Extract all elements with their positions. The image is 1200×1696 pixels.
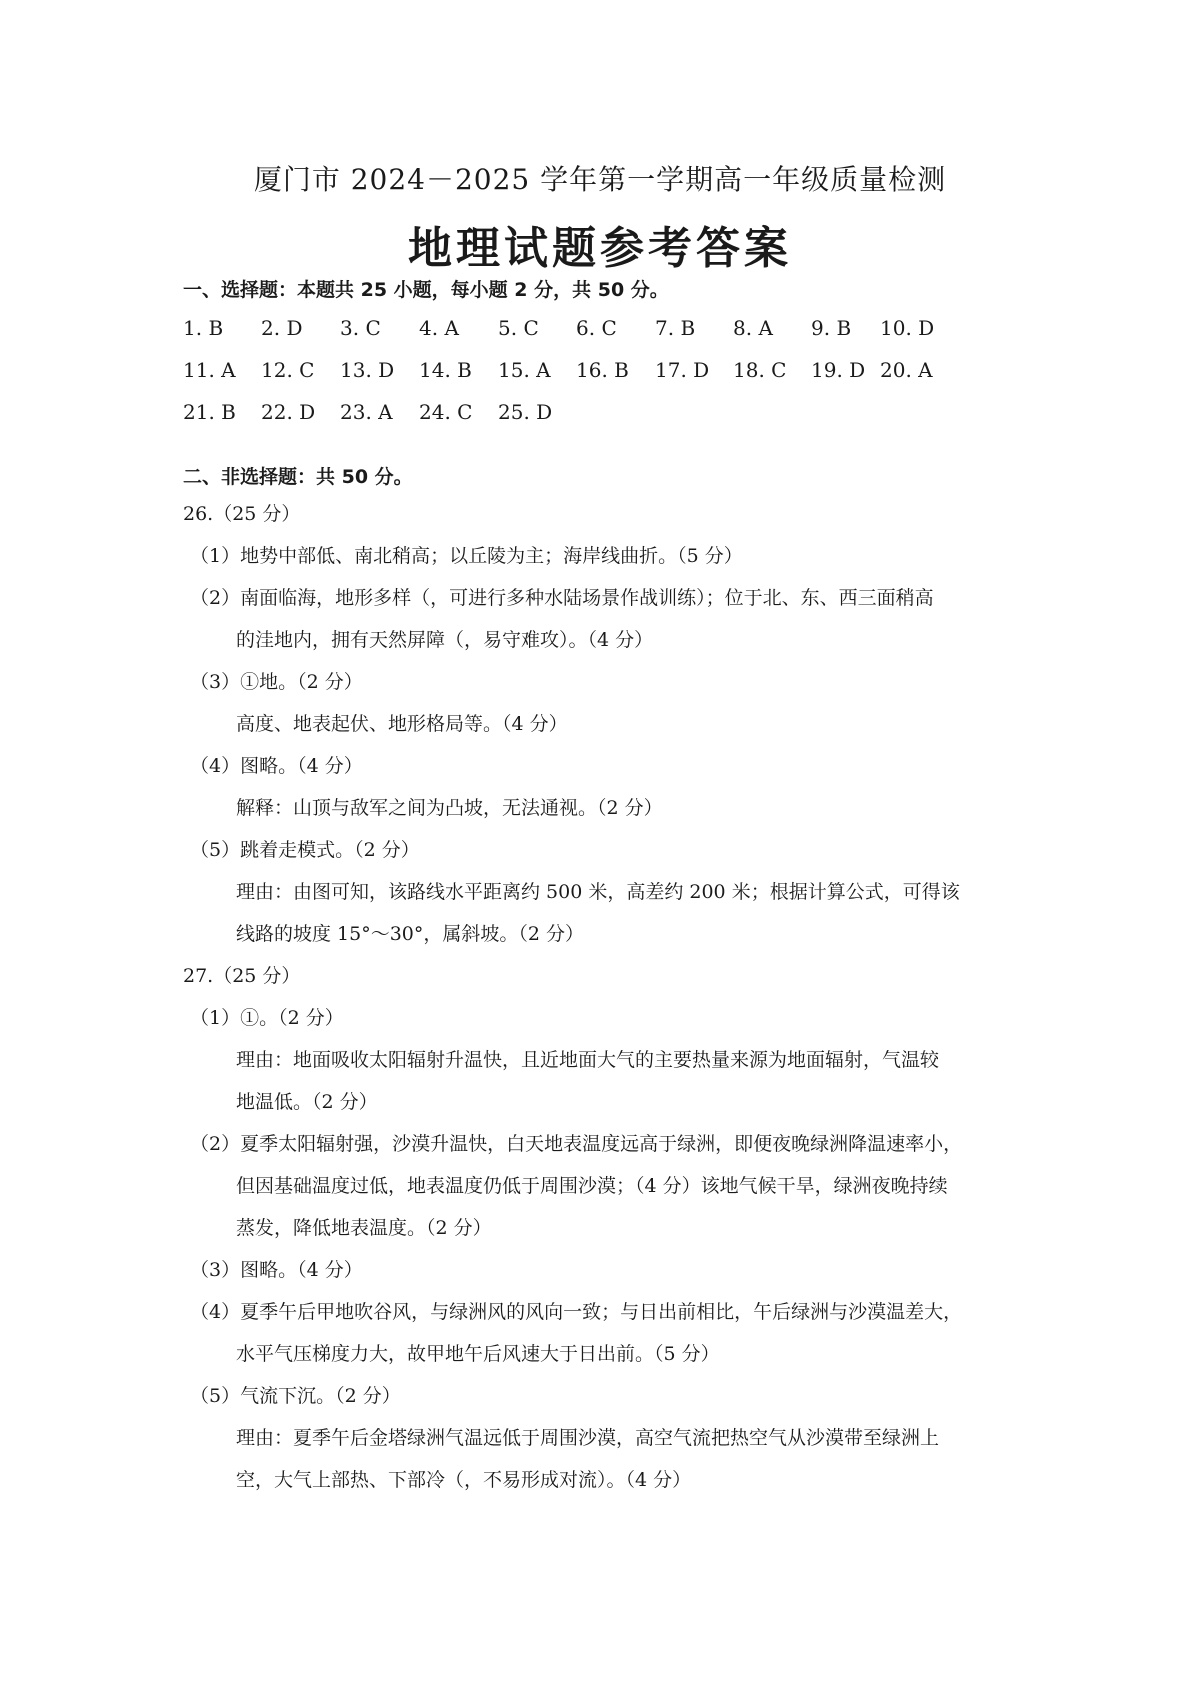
answer-item: 10. D <box>880 316 935 340</box>
answer-item: 25. D <box>498 400 553 424</box>
answer-item: 5. C <box>498 316 539 340</box>
q27-answer-4-cont: 水平气压梯度力大，故甲地午后风速大于日出前。（5 分） <box>236 1343 720 1365</box>
q26-answer-5-cont: 线路的坡度 15°～30°，属斜坡。（2 分） <box>236 923 585 945</box>
exam-subtitle: 厦门市 2024－2025 学年第一学期高一年级质量检测 <box>253 163 947 196</box>
answer-item: 6. C <box>576 316 617 340</box>
q27-answer-2-cont: 蒸发，降低地表温度。（2 分） <box>236 1217 492 1239</box>
section1-heading: 一、选择题：本题共 25 小题，每小题 2 分，共 50 分。 <box>183 279 669 301</box>
answer-item: 11. A <box>183 358 236 382</box>
answer-item: 12. C <box>261 358 315 382</box>
q26-answer-2: （2）南面临海，地形多样（，可进行多种水陆场景作战训练）；位于北、东、西三面稍高 <box>190 587 934 609</box>
q27-answer-5: （5）气流下沉。（2 分） <box>190 1385 401 1407</box>
q27-answer-1-cont: 理由：地面吸收太阳辐射升温快，且近地面大气的主要热量来源为地面辐射，气温较 <box>236 1049 940 1071</box>
answer-item: 24. C <box>419 400 473 424</box>
q27-answer-2-cont: 但因基础温度过低，地表温度仍低于周围沙漠；（4 分）该地气候干旱，绿洲夜晚持续 <box>236 1175 948 1197</box>
q26-answer-4: （4）图略。（4 分） <box>190 755 363 777</box>
q26-answer-3: （3）①地。（2 分） <box>190 671 363 693</box>
answer-item: 8. A <box>733 316 773 340</box>
q26-answer-1: （1）地势中部低、南北稍高；以丘陵为主；海岸线曲折。（5 分） <box>190 545 743 567</box>
answer-item: 23. A <box>340 400 393 424</box>
answer-item: 3. C <box>340 316 381 340</box>
q26-answer-5: （5）跳着走模式。（2 分） <box>190 839 420 861</box>
q27-answer-3: （3）图略。（4 分） <box>190 1259 363 1281</box>
q27-answer-1-cont: 地温低。（2 分） <box>236 1091 378 1113</box>
section2-heading: 二、非选择题：共 50 分。 <box>183 466 413 488</box>
q26-answer-3-cont: 高度、地表起伏、地形格局等。（4 分） <box>236 713 568 735</box>
q27-answer-5-cont: 理由：夏季午后金塔绿洲气温远低于周围沙漠，高空气流把热空气从沙漠带至绿洲上 <box>236 1427 940 1449</box>
answer-item: 14. B <box>419 358 472 382</box>
q26-label: 26.（25 分） <box>183 503 301 525</box>
q27-answer-1: （1）①。（2 分） <box>190 1007 344 1029</box>
page-title: 地理试题参考答案 <box>408 223 792 274</box>
answer-item: 18. C <box>733 358 787 382</box>
q27-answer-5-cont: 空，大气上部热、下部冷（，不易形成对流）。（4 分） <box>236 1469 692 1491</box>
answer-item: 19. D <box>811 358 866 382</box>
answer-item: 22. D <box>261 400 316 424</box>
answer-item: 13. D <box>340 358 395 382</box>
q27-label: 27.（25 分） <box>183 965 301 987</box>
q26-answer-5-cont: 理由：由图可知，该路线水平距离约 500 米，高差约 200 米；根据计算公式，可得该 <box>236 881 960 903</box>
answer-item: 4. A <box>419 316 459 340</box>
answer-item: 16. B <box>576 358 629 382</box>
answer-item: 17. D <box>655 358 710 382</box>
answer-item: 2. D <box>261 316 303 340</box>
q26-answer-4-cont: 解释：山顶与敌军之间为凸坡，无法通视。（2 分） <box>236 797 663 819</box>
answer-item: 15. A <box>498 358 551 382</box>
answer-item: 7. B <box>655 316 696 340</box>
answer-item: 1. B <box>183 316 224 340</box>
q27-answer-4: （4）夏季午后甲地吹谷风，与绿洲风的风向一致；与日出前相比，午后绿洲与沙漠温差大， <box>190 1301 963 1323</box>
q27-answer-2: （2）夏季太阳辐射强，沙漠升温快，白天地表温度远高于绿洲，即便夜晚绿洲降温速率小， <box>190 1133 963 1155</box>
q26-answer-2-cont: 的洼地内，拥有天然屏障（，易守难攻）。（4 分） <box>236 629 654 651</box>
answer-item: 20. A <box>880 358 933 382</box>
answer-item: 9. B <box>811 316 852 340</box>
answer-item: 21. B <box>183 400 236 424</box>
